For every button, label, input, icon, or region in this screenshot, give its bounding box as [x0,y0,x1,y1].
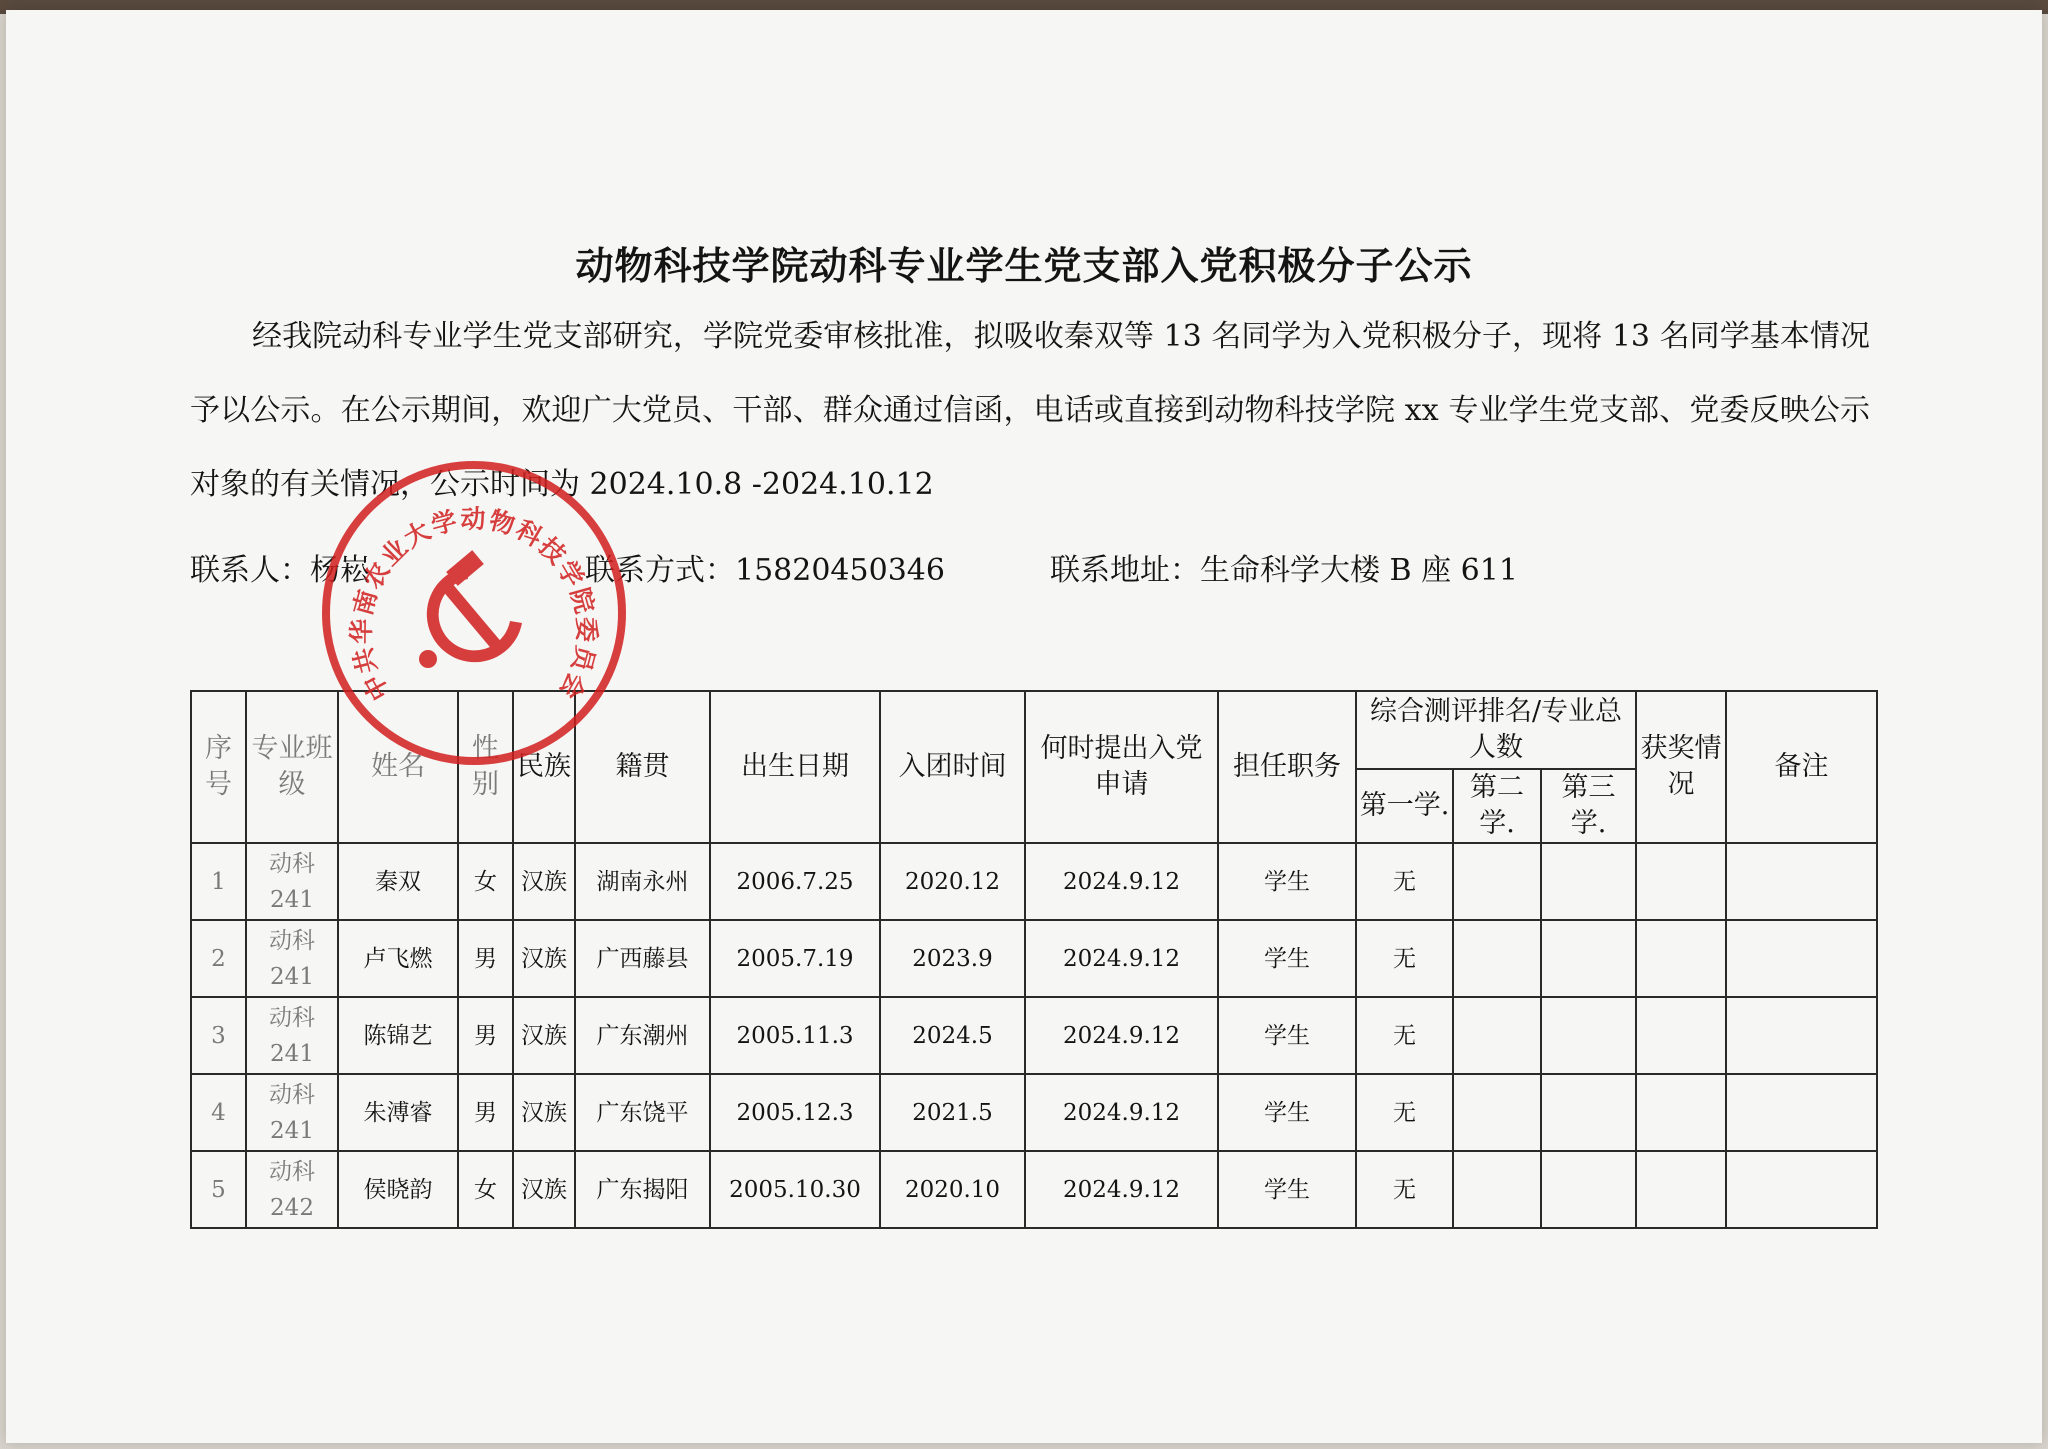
table-row [191,997,1877,1074]
cell-league: 2024.5 [880,997,1025,1074]
cell-class: 动科 241 [246,997,338,1074]
cell-remarks [1726,1074,1877,1151]
header-remarks: 备注 [1726,691,1877,843]
cell-position: 学生 [1218,997,1356,1074]
cell-class: 动科 241 [246,920,338,997]
cell-remarks [1726,1151,1877,1228]
cell-gender: 女 [458,1151,513,1228]
cell-term3 [1541,920,1636,997]
document-title: 动物科技学院动科专业学生党支部入党积极分子公示 [575,244,1473,288]
cell-term3 [1541,1074,1636,1151]
cell-origin: 广东饶平 [575,1074,710,1151]
contact-address: 联系地址：生命科学大楼 B 座 611 [1050,553,1518,588]
header-no: 序号 [191,691,246,843]
header-gender: 性别 [458,691,513,843]
cell-birth: 2005.11.3 [710,997,880,1074]
cell-origin: 广东揭阳 [575,1151,710,1228]
cell-birth: 2005.7.19 [710,920,880,997]
header-row [191,691,1877,769]
cell-apply: 2024.9.12 [1025,843,1218,920]
cell-league: 2020.10 [880,1151,1025,1228]
cell-no: 2 [191,920,246,997]
cell-awards [1636,920,1726,997]
table-row [191,843,1877,920]
cell-name: 侯晓韵 [338,1151,458,1228]
cell-ethnicity: 汉族 [513,843,575,920]
cell-origin: 湖南永州 [575,843,710,920]
table-row [191,920,1877,997]
cell-term2 [1453,920,1541,997]
cell-awards [1636,997,1726,1074]
cell-ethnicity: 汉族 [513,920,575,997]
cell-awards [1636,1151,1726,1228]
cell-term1: 无 [1356,997,1453,1074]
cell-gender: 男 [458,1074,513,1151]
header-awards: 获奖情况 [1636,691,1726,843]
header-term1: 第一学. [1356,769,1453,843]
cell-term3 [1541,843,1636,920]
header-position: 担任职务 [1218,691,1356,843]
cell-class: 动科 241 [246,843,338,920]
cell-no: 3 [191,997,246,1074]
cell-league: 2023.9 [880,920,1025,997]
header-league: 入团时间 [880,691,1025,843]
cell-name: 陈锦艺 [338,997,458,1074]
cell-birth: 2005.10.30 [710,1151,880,1228]
cell-birth: 2006.7.25 [710,843,880,920]
cell-term2 [1453,843,1541,920]
contact-person: 联系人：杨崧 [190,553,370,588]
table-row [191,1151,1877,1228]
cell-class: 动科 241 [246,1074,338,1151]
header-ethnicity: 民族 [513,691,575,843]
cell-position: 学生 [1218,843,1356,920]
cell-gender: 女 [458,843,513,920]
header-rank-group: 综合测评排名/专业总人数 [1356,691,1636,769]
header-term2: 第二学. [1453,769,1541,843]
cell-ethnicity: 汉族 [513,997,575,1074]
cell-class: 动科 242 [246,1151,338,1228]
cell-awards [1636,843,1726,920]
cell-name: 朱溥睿 [338,1074,458,1151]
cell-league: 2021.5 [880,1074,1025,1151]
cell-ethnicity: 汉族 [513,1074,575,1151]
cell-term1: 无 [1356,1151,1453,1228]
cell-no: 5 [191,1151,246,1228]
cell-remarks [1726,997,1877,1074]
cell-name: 卢飞燃 [338,920,458,997]
header-origin: 籍贯 [575,691,710,843]
cell-position: 学生 [1218,1074,1356,1151]
announcement-paragraph: 经我院动科专业学生党支部研究，学院党委审核批准，拟吸收秦双等 13 名同学为入党积极分子，现将 13 名同学基本情况予以公示。在公示期间，欢迎广大党员、干部、群众通过信函，电话或直接到动物科技学院 xx 专业学生党支部、党委反映公示对象的有关情况，公示时间为 2024.10.8 -2024.10.12 [190,319,1870,502]
cell-gender: 男 [458,920,513,997]
cell-term2 [1453,997,1541,1074]
cell-term1: 无 [1356,920,1453,997]
cell-term2 [1453,1074,1541,1151]
header-name: 姓名 [338,691,458,843]
cell-origin: 广西藤县 [575,920,710,997]
cell-apply: 2024.9.12 [1025,1151,1218,1228]
contact-phone: 联系方式：15820450346 [585,553,945,588]
cell-no: 4 [191,1074,246,1151]
cell-league: 2020.12 [880,843,1025,920]
header-class: 专业班级 [246,691,338,843]
cell-birth: 2005.12.3 [710,1074,880,1151]
cell-position: 学生 [1218,1151,1356,1228]
header-apply: 何时提出入党申请 [1025,691,1218,843]
table-row [191,1074,1877,1151]
header-birth: 出生日期 [710,691,880,843]
cell-ethnicity: 汉族 [513,1151,575,1228]
cell-apply: 2024.9.12 [1025,997,1218,1074]
cell-name: 秦双 [338,843,458,920]
roster-table [190,690,1878,1229]
cell-awards [1636,1074,1726,1151]
cell-remarks [1726,843,1877,920]
cell-origin: 广东潮州 [575,997,710,1074]
header-term3: 第三学. [1541,769,1636,843]
seal-text: 中共华南农业大学动物科技学院委员会 [346,504,602,706]
cell-term3 [1541,1151,1636,1228]
cell-term1: 无 [1356,1074,1453,1151]
cell-apply: 2024.9.12 [1025,920,1218,997]
cell-position: 学生 [1218,920,1356,997]
cell-term1: 无 [1356,843,1453,920]
cell-gender: 男 [458,997,513,1074]
cell-no: 1 [191,843,246,920]
cell-term2 [1453,1151,1541,1228]
cell-term3 [1541,997,1636,1074]
cell-apply: 2024.9.12 [1025,1074,1218,1151]
cell-remarks [1726,920,1877,997]
